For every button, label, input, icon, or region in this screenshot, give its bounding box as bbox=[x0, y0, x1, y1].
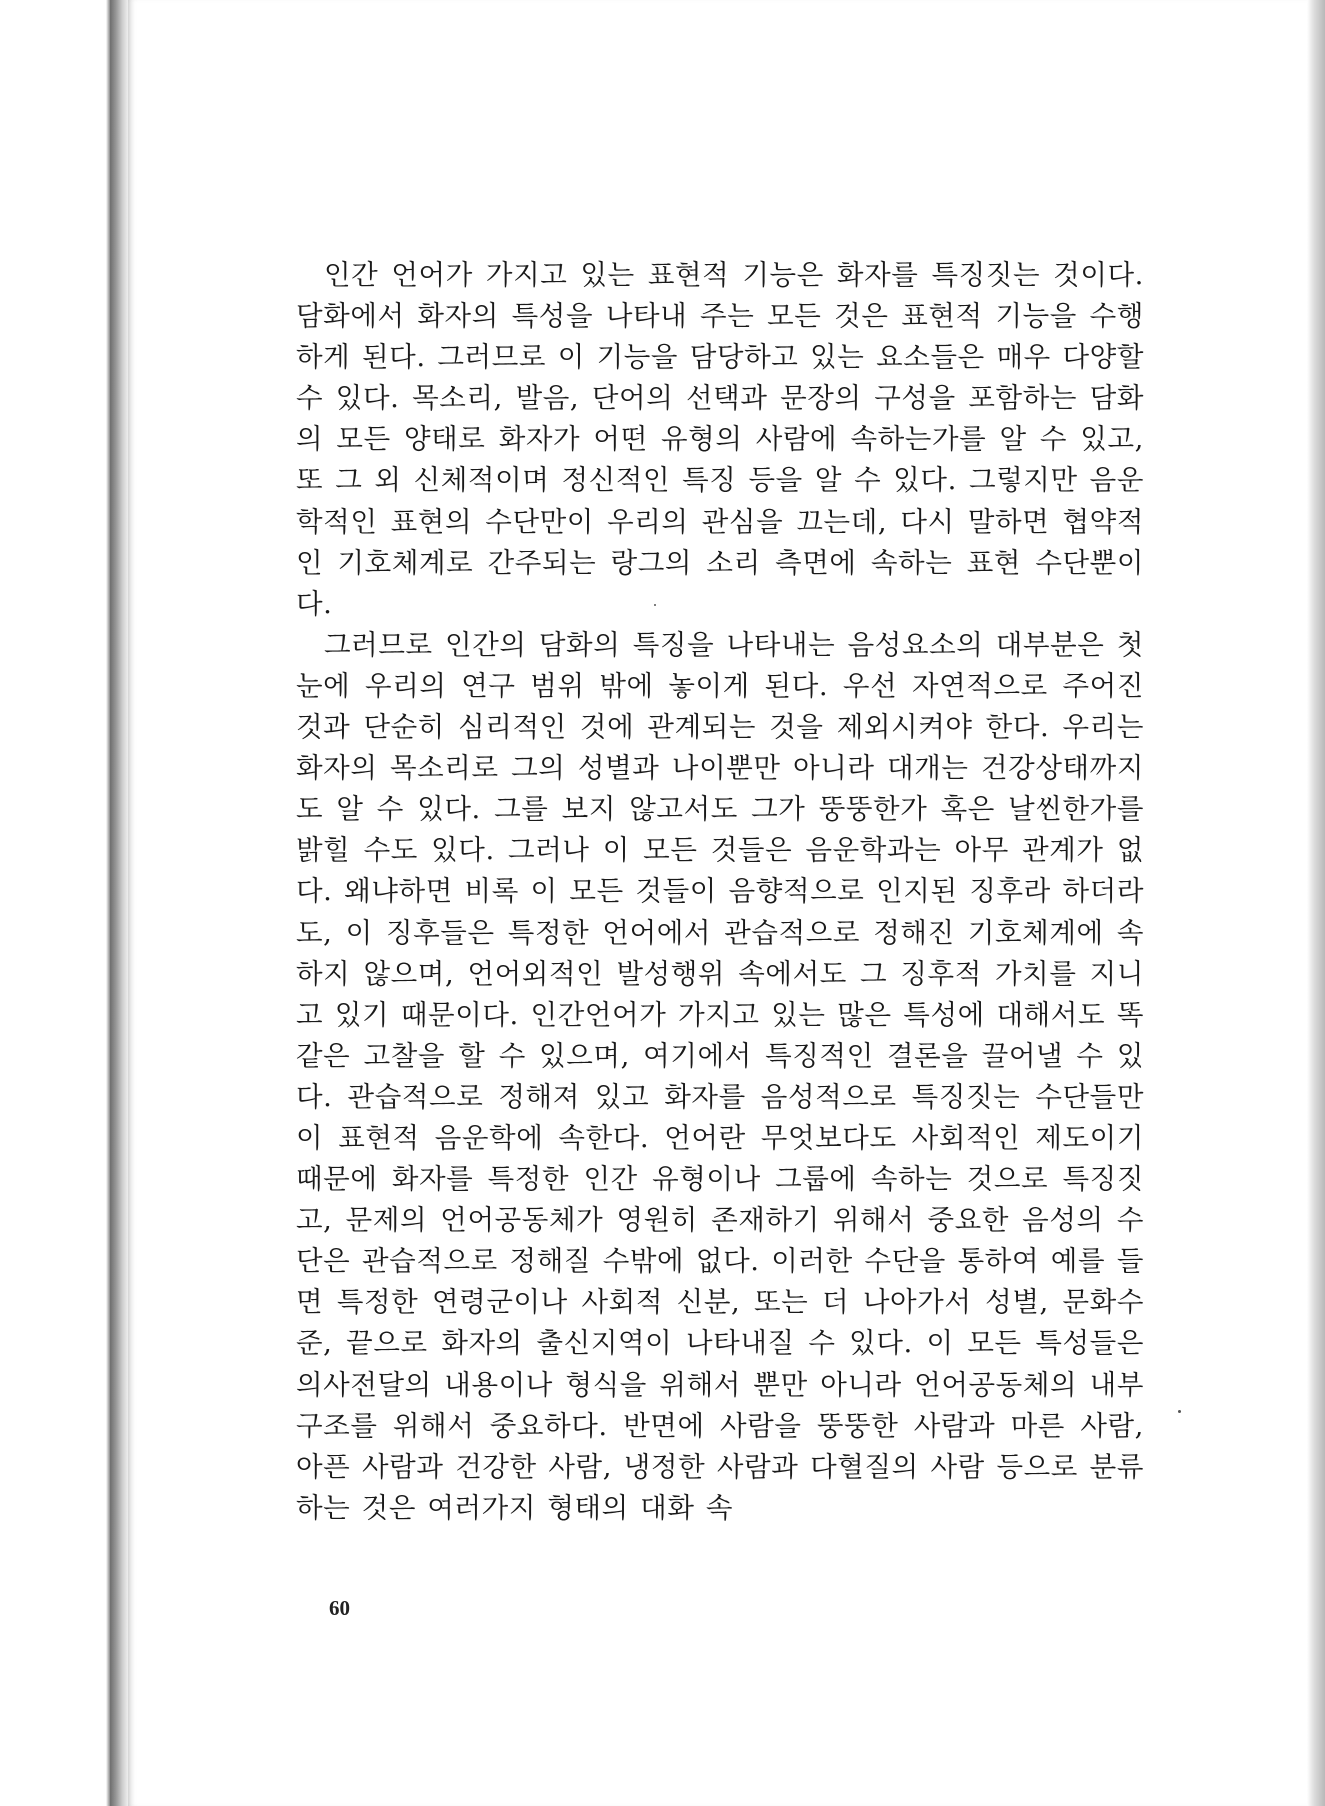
body-text bbox=[296, 255, 1144, 1529]
scan-speck bbox=[654, 604, 656, 606]
page-number: 60 bbox=[329, 1596, 350, 1620]
book-spine-edge bbox=[110, 0, 128, 1806]
scan-speck bbox=[1178, 1410, 1181, 1413]
book-fore-edge bbox=[1307, 0, 1325, 1806]
paragraph-1: 인간 언어가 가지고 있는 표현적 기능은 화자를 특징짓는 것이다. 담화에서 화자의 특성을 나타내 주는 모든 것은 표현적 기능을 수행하게 된다. 그러므로 이 기능을 담당하고 있는 요소들은 매우 다양할 수 있다. 목소리, 발음, 단어의 선택과 문장의 구성을 포함하는 담화의 모든 양태로 화자가 어떤 유형의 사람에 속하는가를 알 수 있고, 또 그 외 신체적이며 정신적인 특징 등을 알 수 있다. 그렇지만 음운학적인 표현의 수단만이 우리의 관심을 끄는데, 다시 말하면 협약적인 기호체계로 간주되는 랑그의 소리 측면에 속하는 표현 수단뿐이다. bbox=[296, 259, 1144, 620]
paragraph-2: 그러므로 인간의 담화의 특징을 나타내는 음성요소의 대부분은 첫눈에 우리의 연구 범위 밖에 놓이게 된다. 우선 자연적으로 주어진 것과 단순히 심리적인 것에 관계되는 것을 제외시켜야 한다. 우리는 화자의 목소리로 그의 성별과 나이뿐만 아니라 대개는 건강상태까지도 알 수 있다. 그를 보지 않고서도 그가 뚱뚱한가 혹은 날씬한가를 밝힐 수도 있다. 그러나 이 모든 것들은 음운학과는 아무 관계가 없다. 왜냐하면 비록 이 모든 것들이 음향적으로 인지된 징후라 하더라도, 이 징후들은 특정한 언어에서 관습적으로 정해진 기호체계에 속하지 않으며, 언어외적인 발성행위 속에서도 그 징후적 가치를 지니고 있기 때문이다. 인간언어가 가지고 있는 많은 특성에 대해서도 똑같은 고찰을 할 수 있으며, 여기에서 특징적인 결론을 끌어낼 수 있다. 관습적으로 정해져 있고 화자를 음성적으로 특징짓는 수단들만이 표현적 음운학에 속한다. 언어란 무엇보다도 사회적인 제도이기 때문에 화자를 특정한 인간 유형이나 그룹에 속하는 것으로 특징짓고, 문제의 언어공동체가 영원히 존재하기 위해서 중요한 음성의 수단은 관습적으로 정해질 수밖에 없다. 이러한 수단을 통하여 예를 들면 특정한 연령군이나 사회적 신분, 또는 더 나아가서 성별, 문화수준, 끝으로 화자의 출신지역이 나타내질 수 있다. 이 모든 특성들은 의사전달의 내용이나 형식을 위해서 뿐만 아니라 언어공동체의 내부 구조를 위해서 중요하다. 반면에 사람을 뚱뚱한 사람과 마른 사람, 아픈 사람과 건강한 사람, 냉정한 사람과 다혈질의 사람 등으로 분류하는 것은 여러가지 형태의 대화 속 bbox=[296, 628, 1144, 1524]
